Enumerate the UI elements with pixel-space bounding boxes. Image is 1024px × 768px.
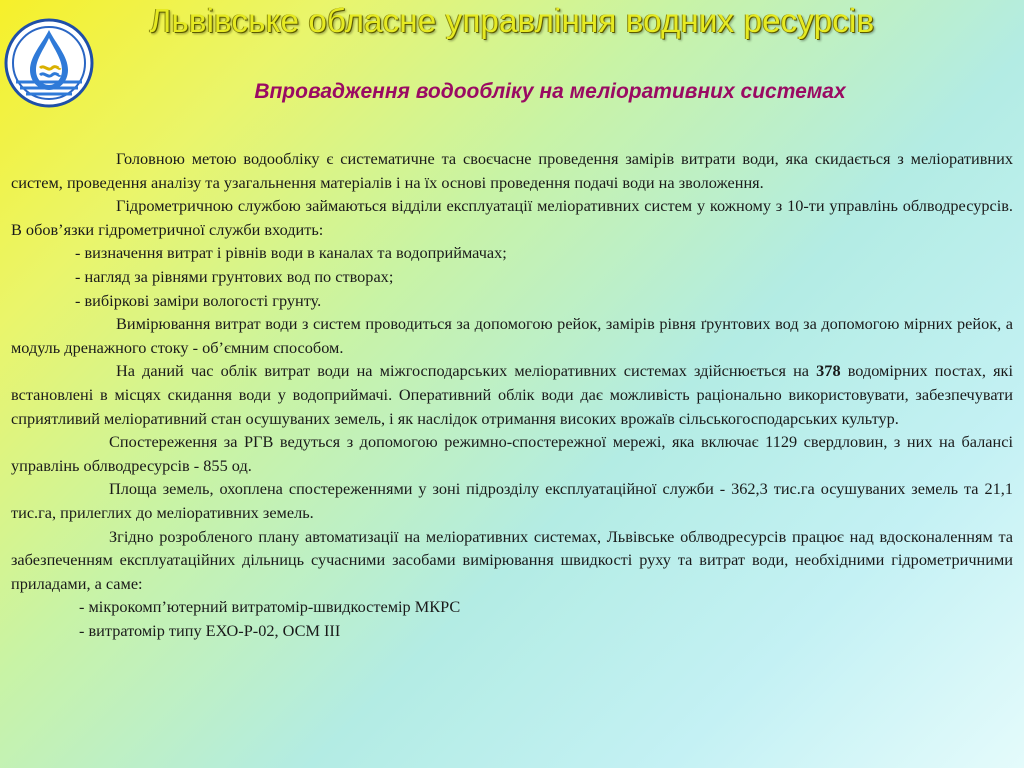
paragraph-hydrometric-service: Гідрометричною службою займаються відділи експлуатації меліоративних систем у кожному з 10-ти управлінь облводресурсів. В обов’язки гідрометричної служби входить: — [11, 196, 1013, 239]
list-item: - визначення витрат і рівнів води в каналах та водоприймачах; — [75, 243, 507, 263]
list-item: - витратомір типу ЕХО-Р-02, ОСМ ІІІ — [79, 620, 341, 640]
paragraph-measurement: Вимірювання витрат води з систем проводиться за допомогою рейок, замірів рівня ґрунтових вод за допомогою мірних рейок, а модуль дренажного стоку - об’ємним способом. — [11, 314, 1013, 357]
posts-count: 378 — [816, 361, 841, 381]
slide-subtitle: Впровадження водообліку на меліоративних системах — [254, 80, 846, 103]
paragraph-goal: Головною метою водообліку є систематичне та своєчасне проведення замірів витрати води, яка скидається з меліоративних систем, проведення аналізу та узагальнення матеріалів і на їх основі проведення подачі води на зволоження. — [11, 149, 1013, 192]
list-item: - мікрокомп’ютерний витратомір-швидкостемір МКРС — [79, 597, 461, 617]
posts-text-before: На даний час облік витрат води на міжгосподарських меліоративних системах здійснюється на — [116, 361, 817, 381]
paragraph-posts — [11, 359, 1013, 430]
paragraph-observation-network: Спостереження за РГВ ведуться з допомогою режимно-спостережної мережі, яка включає 1129 свердловин, з них на балансі управлінь облводресурсів - 855 од. — [11, 432, 1013, 475]
slide-body — [11, 147, 1013, 642]
organization-title: Львівське обласне управління водних ресурсів — [149, 2, 875, 39]
paragraph-area: Площа земель, охоплена спостереженнями у зоні підрозділу експлуатаційної служби - 362,3 тис.га осушуваних земель та 21,1 тис.га, прилеглих до меліоративних земель. — [11, 479, 1013, 522]
posts-text-after: водомірних постах, які встановлені в місцях скидання води у водоприймачі. Оперативний облік води дає можливість раціонально використовувати, забезпечувати сприятливий меліоративний стан осушуваних земель, і як наслідок отримання високих врожаїв сільськогосподарських культур. — [11, 361, 1013, 428]
list-item: - нагляд за рівнями грунтових вод по створах; — [75, 266, 394, 286]
paragraph-automation: Згідно розробленого плану автоматизації на меліоративних системах, Львівське облводресурсів працює над вдосконаленням та забезпеченням експлуатаційних дільниць сучасними засобами вимірювання швидкості руху та витрат води, необхідними гідрометричними приладами, а саме: — [11, 526, 1013, 593]
list-item: - вибіркові заміри вологості грунту. — [75, 290, 322, 310]
